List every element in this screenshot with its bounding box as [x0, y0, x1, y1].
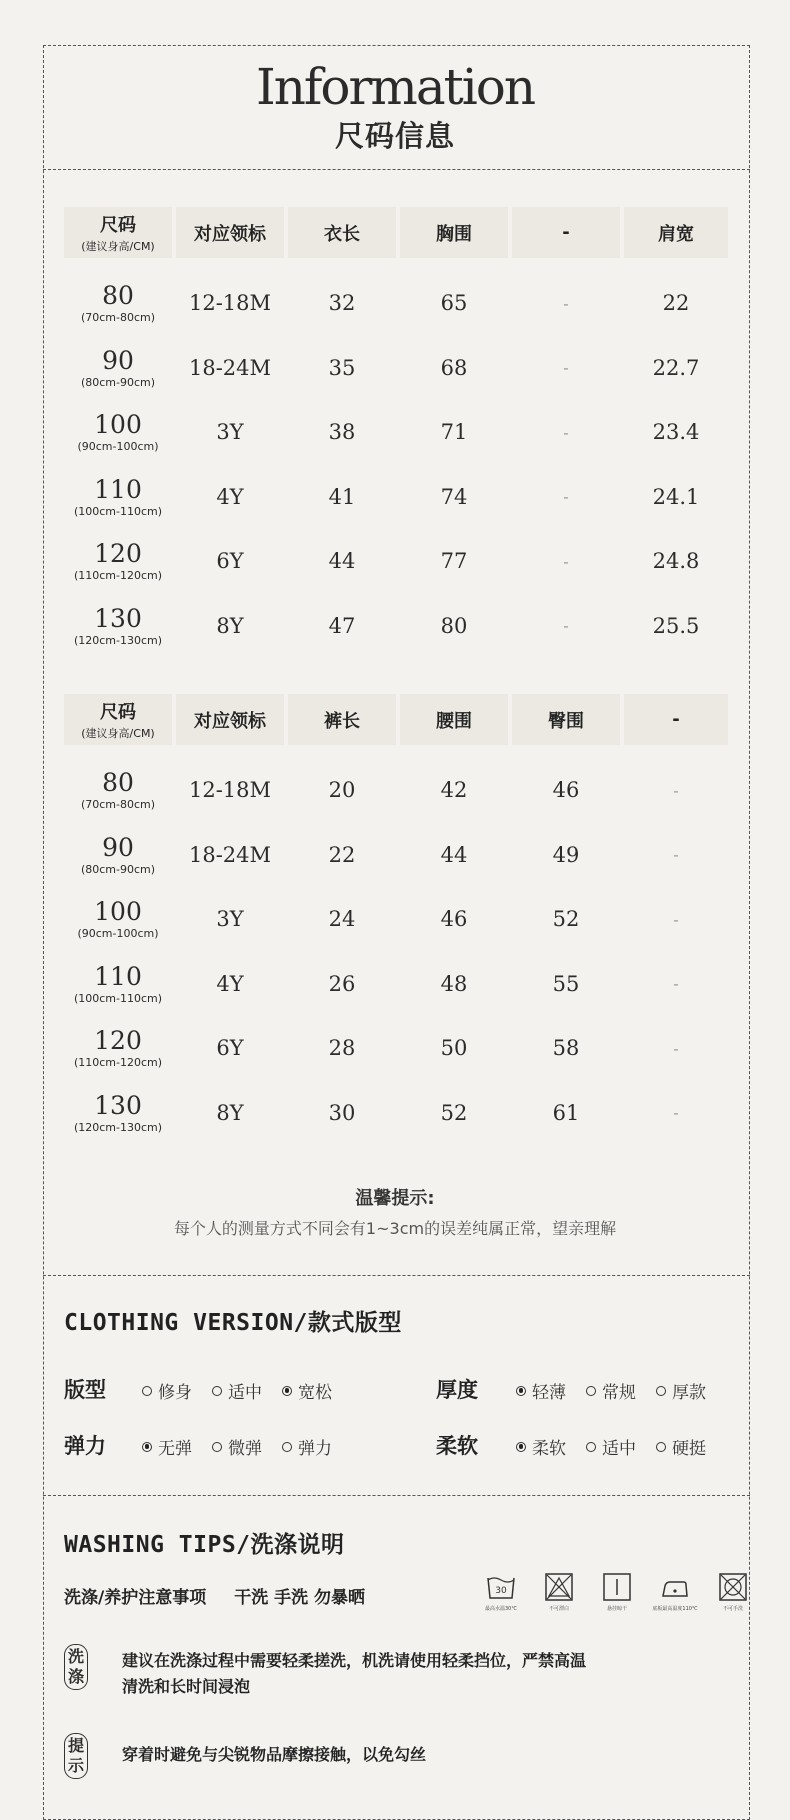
elasticity-label: 弹力 [64, 1434, 106, 1458]
option-softness: 适中 [586, 1434, 636, 1459]
table-cell: 71 [440, 420, 468, 444]
table-cell: 6Y [216, 1036, 244, 1060]
table-cell: 52 [552, 907, 580, 931]
size-cell: 110 (100cm-110cm) [73, 474, 163, 518]
table-cell: 23.4 [652, 420, 700, 444]
radio-selected-icon [282, 1386, 292, 1396]
size-cell: 110 (100cm-110cm) [73, 961, 163, 1005]
wash-badge: 洗涤 [64, 1644, 88, 1690]
size-cell: 130 (120cm-130cm) [73, 1090, 163, 1134]
option-thickness: 厚款 [656, 1378, 706, 1403]
thickness-label: 厚度 [436, 1378, 478, 1402]
table-cell: 8Y [216, 1100, 244, 1125]
radio-selected-icon [516, 1386, 526, 1396]
iron-icon: 底板最高温度110℃ [652, 1572, 698, 1612]
table-cell: 8Y [216, 613, 244, 638]
title-chinese: 尺码信息 [334, 119, 455, 153]
table-cell: 48 [440, 971, 468, 996]
table-cell: 24 [328, 907, 356, 931]
header-cell: 肩宽 [624, 207, 728, 258]
table-cell: - [563, 358, 569, 377]
radio-icon [212, 1442, 222, 1452]
table-cell: 28 [328, 1036, 356, 1060]
table-cell: - [673, 845, 679, 864]
option-softness: 柔软 [516, 1434, 566, 1459]
table-cell: 44 [328, 549, 356, 573]
table-cell: 24.8 [652, 549, 700, 573]
table-cell: 22 [662, 291, 690, 315]
option-fit: 适中 [212, 1378, 262, 1403]
table-cell: 24.1 [652, 484, 700, 509]
radio-selected-icon [142, 1442, 152, 1452]
table-cell: 52 [440, 1100, 468, 1125]
table-cell: 61 [552, 1100, 580, 1125]
table-cell: - [673, 1103, 679, 1122]
radio-icon [282, 1442, 292, 1452]
size-cell: 90 (80cm-90cm) [80, 832, 156, 876]
softness-label: 柔软 [436, 1434, 478, 1458]
table-row [64, 954, 728, 1014]
radio-icon [656, 1442, 666, 1452]
table-row [64, 402, 728, 462]
table-cell: 41 [328, 484, 356, 509]
table-cell: 12-18M [188, 291, 272, 315]
radio-selected-icon [516, 1442, 526, 1452]
table-cell: 18-24M [188, 842, 272, 867]
table-cell: 80 [440, 613, 468, 638]
table-row [64, 1018, 728, 1078]
softness-options [516, 1434, 726, 1459]
header-cell: 臀围 [512, 694, 620, 745]
table-header [64, 694, 728, 745]
table-cell: 58 [552, 1036, 580, 1060]
svg-text:30: 30 [495, 1586, 507, 1596]
table-cell: 68 [440, 355, 468, 380]
header-cell: 尺码 (建议身高/CM) [64, 694, 172, 745]
header-cell: - [624, 694, 728, 745]
radio-icon [142, 1386, 152, 1396]
option-elasticity: 微弹 [212, 1434, 262, 1459]
table-cell: 12-18M [188, 778, 272, 802]
table-cell: 4Y [216, 484, 244, 509]
no-bleach-icon: 不可漂白 [536, 1572, 582, 1612]
radio-icon [656, 1386, 666, 1396]
table-cell: 20 [328, 778, 356, 802]
size-cell: 120 (110cm-120cm) [73, 1026, 163, 1069]
table-cell: 22.7 [652, 355, 700, 380]
clothing-version-title: CLOTHING VERSION/款式版型 [64, 1310, 402, 1336]
table-cell: 3Y [216, 907, 244, 931]
table-cell: 77 [440, 549, 468, 573]
header-cell: 裤长 [288, 694, 396, 745]
table-cell: 55 [552, 971, 580, 996]
option-fit: 宽松 [282, 1378, 332, 1403]
table-cell: 44 [440, 842, 468, 867]
radio-icon [586, 1386, 596, 1396]
option-elasticity: 弹力 [282, 1434, 332, 1459]
table-cell: 46 [552, 778, 580, 802]
option-softness: 硬挺 [656, 1434, 706, 1459]
option-elasticity: 无弹 [142, 1434, 192, 1459]
table-row [64, 531, 728, 591]
size-cell: 100 (90cm-100cm) [77, 897, 159, 940]
table-row [64, 338, 728, 398]
table-cell: 26 [328, 971, 356, 996]
elasticity-options [142, 1434, 352, 1459]
table-cell: 6Y [216, 549, 244, 573]
table-cell: 32 [328, 291, 356, 315]
size-cell: 90 (80cm-90cm) [80, 345, 156, 389]
table-row [64, 273, 728, 333]
radio-icon [212, 1386, 222, 1396]
size-cell: 120 (110cm-120cm) [73, 539, 163, 582]
table-cell: - [673, 909, 679, 929]
size-cell: 80 (70cm-80cm) [80, 768, 156, 811]
table-cell: - [563, 487, 569, 506]
care-items: 干洗 手洗 勿暴晒 [234, 1588, 366, 1608]
wash-note: 建议在洗涤过程中需要轻柔搓洗，机洗请使用轻柔挡位，严禁高温 清洗和长时间浸泡 [122, 1651, 587, 1696]
table-cell: 3Y [216, 420, 244, 444]
size-cell: 80 (70cm-80cm) [80, 281, 156, 324]
table-row [64, 596, 728, 656]
table-cell: 38 [328, 420, 356, 444]
table-cell: - [563, 551, 569, 571]
header-cell: 对应领标 [176, 207, 284, 258]
table-row [64, 1083, 728, 1143]
wash-icons [478, 1572, 768, 1612]
table-cell: - [563, 616, 569, 635]
table-row [64, 467, 728, 527]
wash-30-icon: 30 最高水温30℃ [478, 1572, 524, 1612]
washing-tips-title: WASHING TIPS/洗涤说明 [64, 1532, 345, 1558]
table-cell: 30 [328, 1100, 356, 1125]
header-cell: 腰围 [400, 694, 508, 745]
no-hand-wash-icon: 不可手洗 [710, 1572, 756, 1612]
table-cell: 4Y [216, 971, 244, 996]
table-cell: 74 [440, 484, 468, 509]
table-cell: 65 [440, 291, 468, 315]
tip-title: 温馨提示: [355, 1188, 435, 1209]
header-cell: - [512, 207, 620, 258]
hang-dry-icon: 悬挂晾干 [594, 1572, 640, 1612]
option-thickness: 常规 [586, 1378, 636, 1403]
thickness-options [516, 1378, 726, 1403]
tip-text: 每个人的测量方式不同会有1~3cm的误差纯属正常，望亲理解 [173, 1219, 617, 1238]
bottom-size-table [64, 694, 728, 1134]
option-fit: 修身 [142, 1378, 192, 1403]
fit-options [142, 1378, 352, 1403]
divider [43, 1275, 750, 1276]
care-line [64, 1583, 365, 1608]
option-thickness: 轻薄 [516, 1378, 566, 1403]
title-english: Information [255, 58, 535, 116]
top-size-table [64, 207, 728, 647]
header-cell: 对应领标 [176, 694, 284, 745]
table-cell: - [563, 422, 569, 442]
table-cell: - [673, 1038, 679, 1058]
table-cell: - [563, 293, 569, 313]
header-cell: 胸围 [400, 207, 508, 258]
table-cell: 22 [328, 842, 356, 867]
table-cell: 35 [328, 355, 356, 380]
care-label: 洗涤/养护注意事项 [64, 1588, 207, 1608]
table-header [64, 207, 728, 258]
table-cell: 42 [440, 778, 468, 802]
table-row [64, 760, 728, 820]
fit-label: 版型 [64, 1378, 106, 1402]
radio-icon [586, 1442, 596, 1452]
table-cell: 47 [328, 613, 356, 638]
size-cell: 130 (120cm-130cm) [73, 603, 163, 647]
header-cell: 衣长 [288, 207, 396, 258]
table-cell: - [673, 780, 679, 800]
table-cell: 50 [440, 1036, 468, 1060]
table-cell: 25.5 [652, 613, 700, 638]
tip-badge: 提示 [64, 1733, 88, 1779]
size-cell: 100 (90cm-100cm) [77, 410, 159, 453]
divider [43, 169, 750, 170]
header-cell: 尺码 (建议身高/CM) [64, 207, 172, 258]
table-row [64, 889, 728, 949]
table-cell: 18-24M [188, 355, 272, 380]
divider [43, 1495, 750, 1496]
table-cell: 46 [440, 907, 468, 931]
tip-note: 穿着时避免与尖锐物品摩擦接触，以免勾丝 [122, 1745, 427, 1764]
table-cell: 49 [552, 842, 580, 867]
table-row [64, 825, 728, 885]
table-cell: - [673, 974, 679, 993]
